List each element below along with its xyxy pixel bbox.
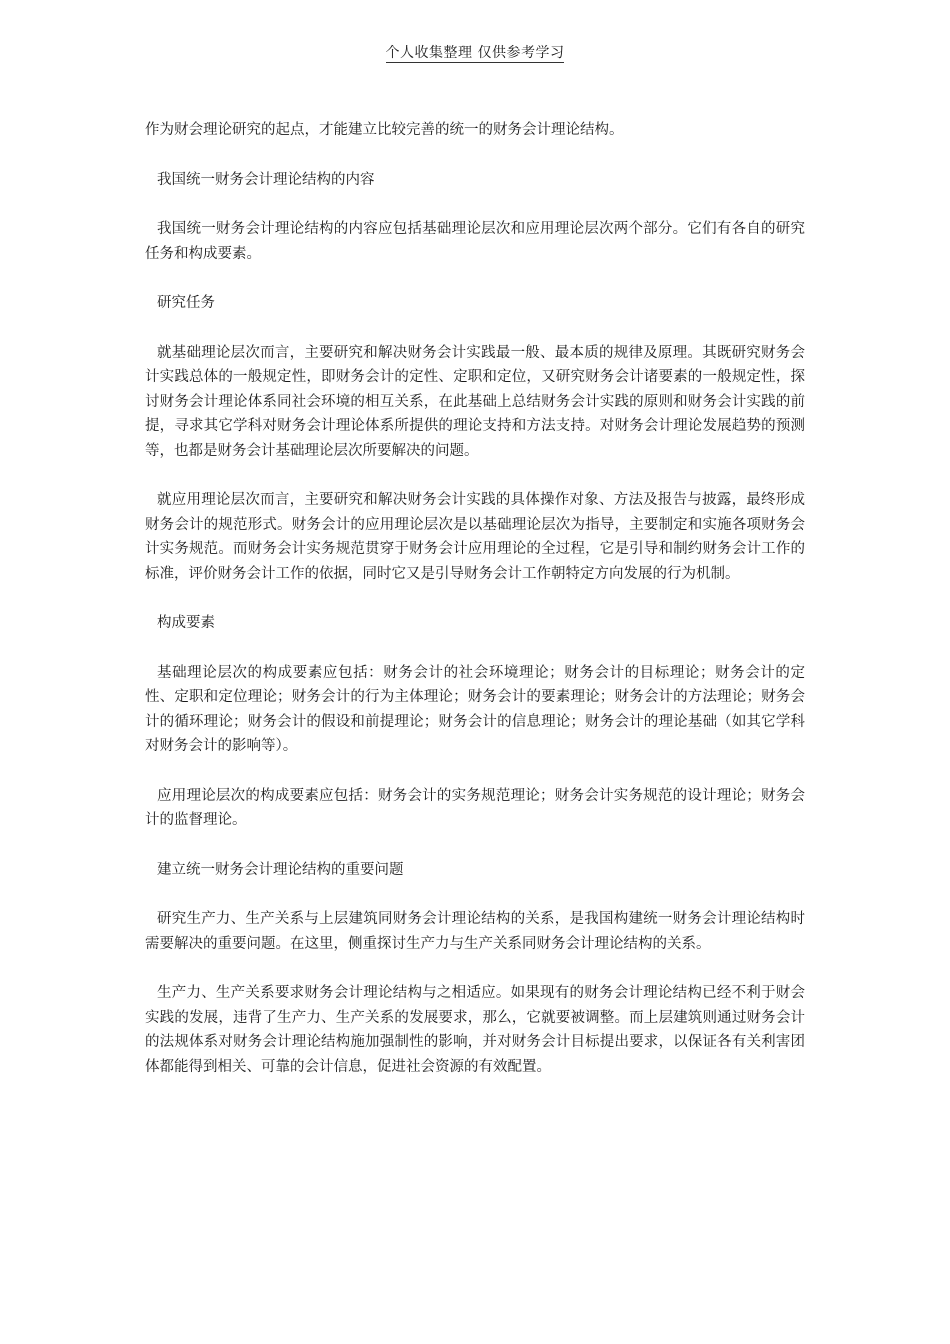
section-heading-key-issues: 建立统一财务会计理论结构的重要问题	[157, 861, 404, 878]
page-header	[0, 43, 950, 63]
document-body	[145, 118, 805, 1104]
header-text: 个人收集整理 仅供参考学习	[385, 45, 565, 61]
paragraph-key-issues: 研究生产力、生产关系与上层建筑同财务会计理论结构的关系，是我国构建统一财务会计理论结构时需要解决的重要问题。在这里，侧重探讨生产力与生产关系同财务会计理论结构的关系。	[145, 911, 805, 952]
paragraph-content-overview: 我国统一财务会计理论结构的内容应包括基础理论层次和应用理论层次两个部分。它们有各自的研究任务和构成要素。	[145, 221, 805, 262]
paragraph-basic-elements: 基础理论层次的构成要素应包括：财务会计的社会环境理论；财务会计的目标理论；财务会计的定性、定职和定位理论；财务会计的行为主体理论；财务会计的要素理论；财务会计的方法理论；财务会计的循环理论；财务会计的假设和前提理论；财务会计的信息理论；财务会计的理论基础（如其它学科对财务会计的影响等）。	[145, 664, 805, 754]
paragraph-applied-theory: 就应用理论层次而言，主要研究和解决财务会计实践的具体操作对象、方法及报告与披露，最终形成财务会计的规范形式。财务会计的应用理论层次是以基础理论层次为指导，主要制定和实施各项财务会计实务规范。而财务会计实务规范贯穿于财务会计应用理论的全过程，它是引导和制约财务会计工作的标准，评价财务会计工作的依据，同时它又是引导财务会计工作朝特定方向发展的行为机制。	[145, 492, 805, 582]
section-heading-elements: 构成要素	[157, 615, 215, 631]
paragraph-intro: 作为财会理论研究的起点，才能建立比较完善的统一的财务会计理论结构。	[145, 122, 624, 138]
paragraph-applied-elements: 应用理论层次的构成要素应包括：财务会计的实务规范理论；财务会计实务规范的设计理论；财务会计的监督理论。	[145, 787, 805, 828]
section-heading-research-tasks: 研究任务	[157, 295, 215, 311]
paragraph-productivity: 生产力、生产关系要求财务会计理论结构与之相适应。如果现有的财务会计理论结构已经不利于财会实践的发展，违背了生产力、生产关系的发展要求，那么，它就要被调整。而上层建筑则通过财务会计的法规体系对财务会计理论结构施加强制性的影响，并对财务会计目标提出要求，以保证各有关利害团体都能得到相关、可靠的会计信息，促进社会资源的有效配置。	[145, 985, 805, 1075]
paragraph-basic-theory: 就基础理论层次而言，主要研究和解决财务会计实践最一般、最本质的规律及原理。其既研究财务会计实践总体的一般规定性，即财务会计的定性、定职和定位，又研究财务会计诸要素的一般规定性，探讨财务会计理论体系同社会环境的相互关系，在此基础上总结财务会计实践的原则和财务会计实践的前提，寻求其它学科对财务会计理论体系所提供的理论支持和方法支持。对财务会计理论发展趋势的预测等，也都是财务会计基础理论层次所要解决的问题。	[145, 344, 805, 459]
section-heading-content: 我国统一财务会计理论结构的内容	[157, 171, 375, 188]
